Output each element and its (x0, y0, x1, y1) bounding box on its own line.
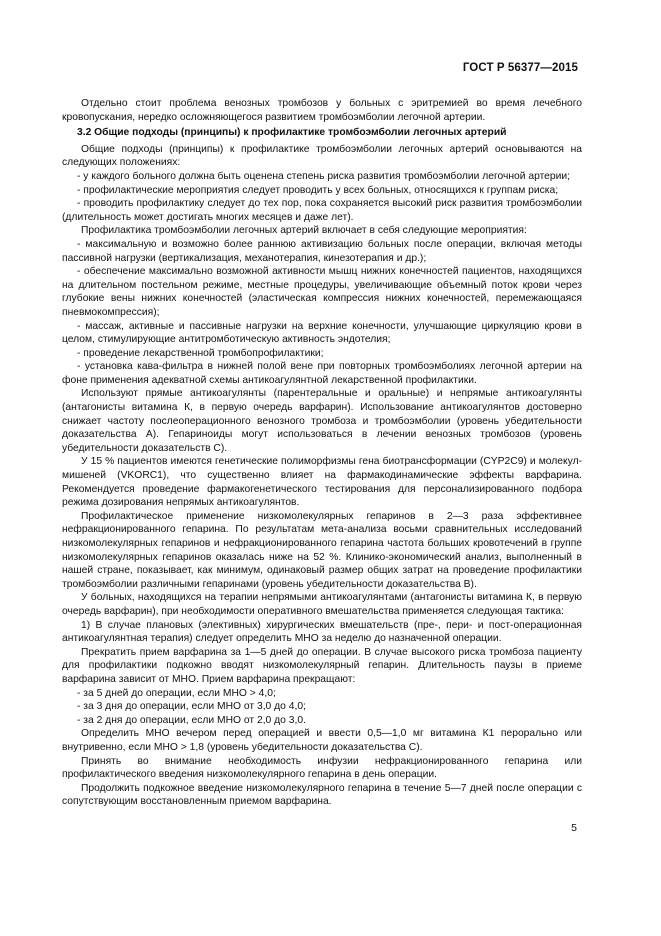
list-item: - проведение лекарственной тромбопрофилактики; (77, 347, 324, 359)
paragraph: Определить МНО вечером перед операцией и ввести 0,5—1,0 мг витамина К1 перорально или внутривенно, если МНО > 1,8 (уровень убедительности доказательства С). (62, 728, 582, 753)
list-item: - проводить профилактику следует до тех пор, пока сохраняется высокий риск развития тромбоэмболии (длительность может достигать многих месяцев и даже лет). (62, 198, 582, 223)
standard-code-header: ГОСТ Р 56377—2015 (462, 62, 578, 74)
list-item: - обеспечение максимально возможной активности мышц нижних конечностей пациентов, находящихся на длительном постельном режиме, местные процедуры, увеличивающие объемный поток крови через глубокие вены нижних конечностей (эластическая компрессия нижних конечностей, перемежающаяся пневмокомпрессия); (62, 266, 582, 318)
paragraph: Профилактическое применение низкомолекулярных гепаринов в 2—3 раза эффективнее нефракционированного гепарина. По результатам мета-анализа восьми сравнительных исследований низкомолекулярных гепаринов и нефракционированного гепарина частота больших кровотечений в группе низкомолекулярных гепаринов оказалась ниже на 52 %. Клинико-экономический анализ, выполненный в нашей стране, показывает, как минимум, одинаковый размер общих затрат на проведение профилактики тромбоэмболии различными гепаринами (уровень убедительности доказательства В). (62, 510, 582, 590)
document-body (62, 97, 582, 809)
list-item: - массаж, активные и пассивные нагрузки на верхние конечности, улучшающие циркуляцию крови в целом, стимулирующие антитромботическую активность эндотелия; (62, 320, 582, 346)
section-heading: 3.2 Общие подходы (принципы) к профилактике тромбоэмболии легочных артерий (77, 127, 507, 139)
list-item: - за 3 дня до операции, если МНО от 3,0 до 4,0; (77, 701, 306, 713)
paragraph: Отдельно стоит проблема венозных тромбозов у больных с эритремией во время лечебного кровопускания, нередко осложняющегося развитием тромбоэмболии легочной артерии. (62, 98, 582, 123)
paragraph: Принять во внимание необходимость инфузии нефракционированного гепарина или профилактического введения низкомолекулярного гепарина в день операции. (62, 755, 582, 781)
page-number: 5 (571, 822, 577, 834)
paragraph: Продолжить подкожное введение низкомолекулярного гепарина в течение 5—7 дней после операции с сопутствующим восстановленным приемом варфарина. (62, 782, 582, 808)
paragraph: Профилактика тромбоэмболии легочных артерий включает в себя следующие мероприятия: (81, 225, 527, 237)
list-item: - максимальную и возможно более раннюю активизацию больных после операции, включая методы пассивной нагрузки (вертикализация, механотерапия, кинезотерапия и др.); (62, 238, 582, 264)
list-item: - установка кава-фильтра в нижней полой вене при повторных тромбоэмболиях легочной артерии на фоне применения адекватной схемы антикоагулянтной лекарственной профилактики. (62, 361, 582, 386)
list-item: - за 5 дней до операции, если МНО > 4,0; (77, 687, 276, 699)
list-item: - за 2 дня до операции, если МНО от 2,0 до 3,0. (77, 714, 306, 726)
paragraph: Общие подходы (принципы) к профилактике тромбоэмболии легочных артерий основываются на следующих положениях: (62, 143, 582, 169)
paragraph: У 15 % пациентов имеются генетические полиморфизмы гена биотрансформации (CYP2C9) и молекул-мишеней (VKORC1), что существенно влияет на фармакодинамические эффекты варфарина. Рекомендуется проведение фармакогенетического тестирования для персонализированного подбора режима дозирования непрямых антикоагулянтов. (62, 456, 582, 509)
list-item: - у каждого больного должна быть оценена степень риска развития тромбоэмболии легочной артерии; (77, 170, 571, 182)
numbered-item: 1) В случае плановых (элективных) хирургических вмешательств (пре-, пери- и пост-операционная антикоагулянтная терапия) следует определить МНО за неделю до назначенной операции. (62, 619, 582, 645)
list-item: - профилактические мероприятия следует проводить у всех больных, относящихся к группам риска; (77, 184, 559, 196)
paragraph: Используют прямые антикоагулянты (парентеральные и оральные) и непрямые антикоагулянты (антагонисты витамина К, в первую очередь варфарин). Использование антикоагулянтов достоверно снижает частоту послеоперационного венозного тромбоза и тромбоэмболии (уровень убедительности доказательства А). Гепариноиды могут использоваться в лечении венозных тромбозов (уровень убедительности доказательств С). (62, 388, 582, 454)
paragraph: У больных, находящихся на терапии непрямыми антикоагулянтами (антагонисты витамина К, в первую очередь варфарин), при необходимости оперативного вмешательства применяется следующая тактика: (62, 592, 582, 617)
paragraph: Прекратить прием варфарина за 1—5 дней до операции. В случае высокого риска тромбоза пациенту для профилактики подкожно вводят низкомолекулярный гепарин. Длительность паузы в приеме варфарина зависит от МНО. Прием варфарина прекращают: (62, 646, 582, 685)
